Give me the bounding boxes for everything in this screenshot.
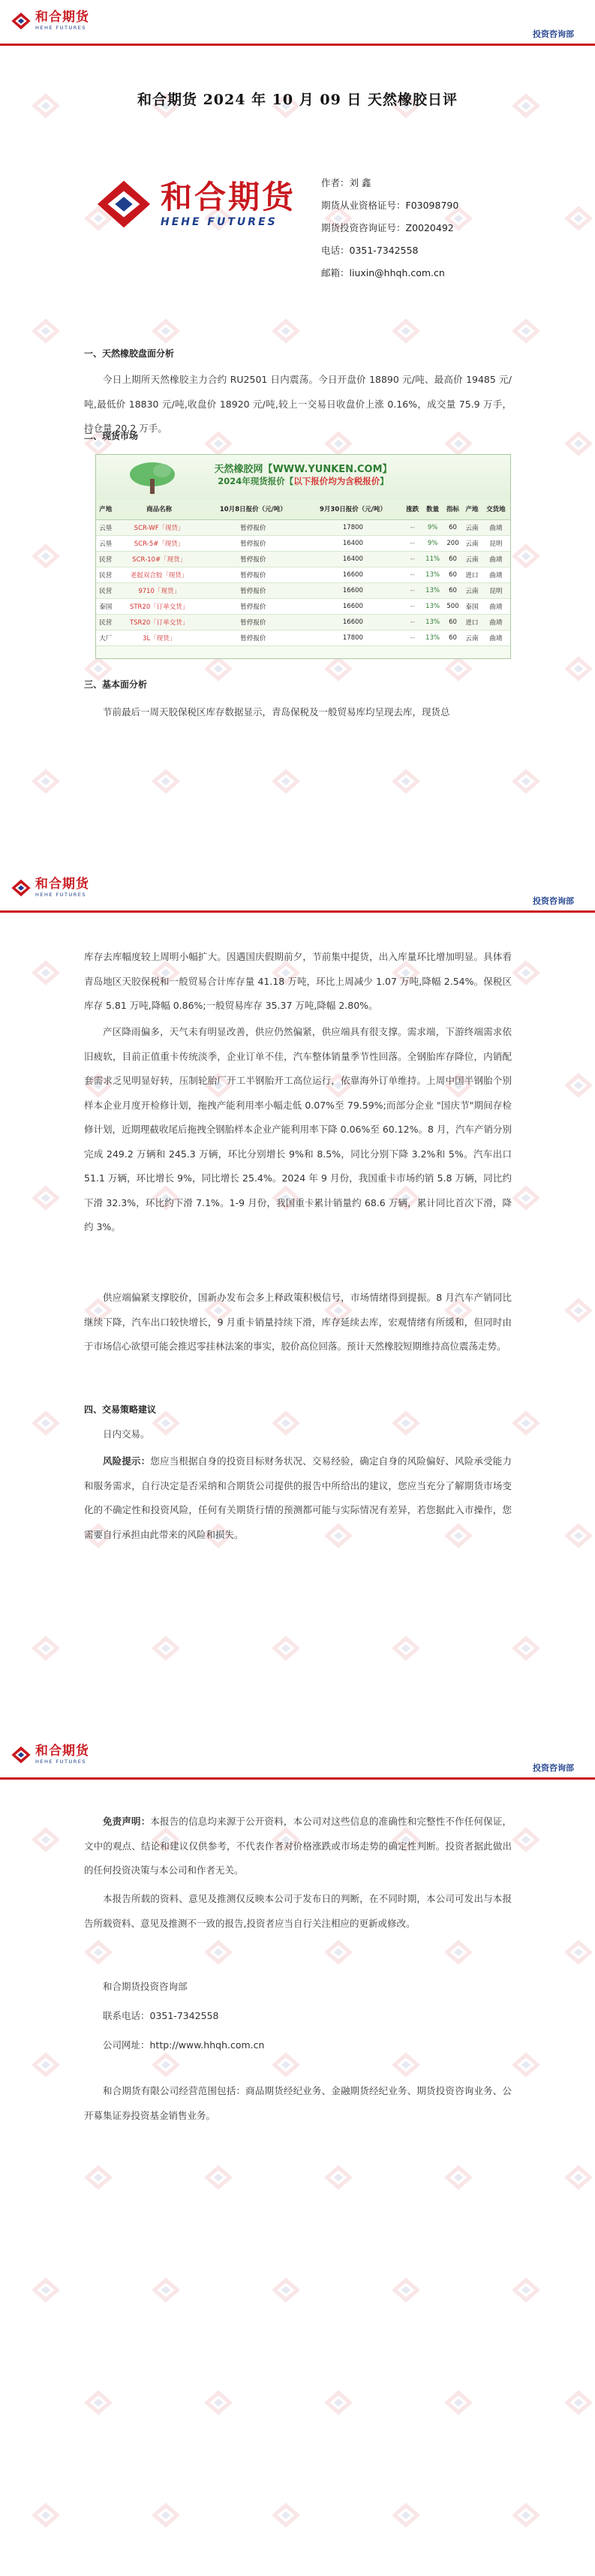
table-cell: 曲靖 (482, 567, 510, 582)
table-cell: 60 (443, 519, 462, 535)
page-header (0, 0, 595, 47)
risk-warning (84, 1449, 512, 1547)
table-cell: TSR20「订单交货」 (115, 614, 203, 630)
watermark-logo-icon (30, 766, 62, 797)
table-cell: 60 (443, 630, 462, 646)
author-name: 作者：刘 鑫 (321, 177, 371, 188)
table-cell: 60 (443, 582, 462, 598)
table-cell: 60 (443, 614, 462, 630)
header-logo-en: HEHE FUTURES (35, 1759, 87, 1765)
watermark-logo-icon (30, 315, 62, 347)
watermark-logo-icon (203, 1937, 234, 1968)
watermark-logo-icon (510, 766, 542, 797)
watermark-logo-icon (270, 2499, 302, 2531)
watermark-logo-icon (390, 1633, 422, 1664)
author-email[interactable]: 邮箱：liuxin@hhqh.com.cn (321, 267, 445, 278)
section-1-title: 一、天然橡胶盘面分析 (84, 348, 175, 359)
watermark-logo-icon (323, 2162, 354, 2193)
watermark-logo-icon (150, 766, 182, 797)
table-cell: 暂停报价 (203, 551, 303, 567)
hehe-logo-icon (11, 1745, 32, 1765)
watermark-logo-icon (83, 2162, 114, 2193)
watermark-logo-icon (30, 2274, 62, 2306)
price-table (95, 454, 511, 659)
watermark-logo-icon (390, 315, 422, 347)
section-1-paragraph: 今日上期所天然橡胶主力合约 RU2501 日内震荡。今日开盘价 18890 元/吨、最高价 19485 元/吨,最低价 18830 元/吨,收盘价 18920 元/吨,较上一交易日收盘价上涨 0.16%，成交量 75.9 万手，持仓量 20.2 万手。 (84, 374, 512, 434)
table-cell: 13% (422, 582, 443, 598)
table-cell: 曲靖 (482, 614, 510, 630)
section-4-title: 四、交易策略建议 (84, 1404, 157, 1415)
table-header-cell: 涨跌 (403, 500, 422, 519)
table-cell: -- (403, 598, 422, 614)
watermark-logo-icon (30, 1407, 62, 1439)
table-cell: SCR-5#「现货」 (115, 535, 203, 551)
watermark-logo-icon (203, 2162, 234, 2193)
table-cell: 泰国 (462, 598, 481, 614)
table-row (96, 598, 510, 614)
header-rule (0, 910, 595, 913)
table-cell: -- (403, 519, 422, 535)
author-consult-license: 期货投资咨询证号：Z0020492 (321, 222, 454, 233)
table-row (96, 567, 510, 582)
page-1 (0, 0, 595, 842)
page-header (0, 1734, 595, 1780)
table-cell: 民营 (96, 582, 115, 598)
disclaimer-text: 本报告的信息均来源于公开资料，本公司对这些信息的准确性和完整性不作任何保证，文中的观点、结论和建议仅供参考，不代表作者对价格涨跌或市场走势的确定性判断。投资者据此做出的任何投资决策与本公司和作者无关。 (84, 1816, 512, 1876)
opinion-notice: 本报告所载的资料、意见及推测仅反映本公司于发布日的判断，在不同时期，本公司可发出与本报告所载资料、意见及推测不一致的报告,投资者应当自行关注相应的更新或修改。 (84, 1893, 512, 1929)
table-cell: 曲靖 (482, 630, 510, 646)
table-header-cell: 指标 (443, 500, 462, 519)
watermark-logo-icon (323, 1937, 354, 1968)
watermark-logo-icon (270, 1633, 302, 1664)
table-row (96, 519, 510, 535)
table-cell: 曲靖 (482, 551, 510, 567)
watermark-logo-icon (510, 2049, 542, 2081)
table-cell: -- (403, 614, 422, 630)
hehe-logo-icon (11, 11, 32, 31)
section-2-title: 二、现货市场 (84, 431, 139, 441)
section-3-paragraph-start: 节前最后一周天胶保税区库存数据显示，青岛保税及一般贸易库均呈现去库，现货总 (103, 706, 450, 718)
watermark-logo-icon (270, 2274, 302, 2306)
table-cell: 17800 (303, 519, 403, 535)
header-logo-cn: 和合期货 (35, 1744, 89, 1759)
watermark-logo-icon (510, 540, 542, 572)
watermark-logo-icon (510, 957, 542, 989)
company-website[interactable]: 公司网址：http://www.hhqh.com.cn (103, 2039, 265, 2051)
author-info (321, 177, 458, 290)
watermark-logo-icon (83, 1937, 114, 1968)
price-table-title: 天然橡胶网【WWW.YUNKEN.COM】 (214, 464, 392, 475)
table-cell: 9% (422, 519, 443, 535)
header-logo-cn: 和合期货 (35, 10, 89, 25)
table-cell: -- (403, 551, 422, 567)
table-header-cell: 9月30日报价（元/吨） (303, 500, 403, 519)
business-scope: 和合期货有限公司经营范围包括：商品期货经纪业务、金融期货经纪业务、期货投资咨询业务、公开募集证券投资基金销售业务。 (84, 2085, 512, 2121)
header-logo-en: HEHE FUTURES (35, 892, 87, 898)
watermark-logo-icon (150, 2274, 182, 2306)
watermark-logo-icon (203, 2387, 234, 2418)
price-table-subtitle (96, 475, 510, 487)
section-4-paragraph: 日内交易。 (103, 1428, 150, 1440)
table-cell: 昆明 (482, 582, 510, 598)
table-cell: 3L「现货」 (115, 630, 203, 646)
watermark-logo-icon (563, 1070, 594, 1101)
table-cell: 进口 (462, 567, 481, 582)
table-cell: SCR-10#「现货」 (115, 551, 203, 567)
section-3-paragraph-2: 产区降雨偏多，天气未有明显改善，供应仍然偏紧，供应端具有很支撑。需求端，下游终端需求依旧疲软，目前正值重卡传统淡季，企业订单不佳，汽车整体销量季节性回落。全钢胎库存降位，内销配套需求乏见明显好转，压制轮胎厂开工半钢胎开工高位运行，依靠海外订单维持。上周中国半钢胎个别样本企业月度开检修计划，拖拽产能利用率小幅走低 0.07%至 79.59%;而部分企业 "国庆节"期间存检修计划，近期理截收尾后拖拽全钢胎样本企业产能利用率下降 0.06%至 60.12%。8 月，汽车产销分别完成 249.2 万辆和 245.3 万辆，环比分别增长 9%和 8.5%，同比分别下降 3.2%和 5%。汽车出口 51.1 万辆，环比增长 9%，同比增长 25.4%。2024 年 9 月份，我国重卡市场约销 5.8 万辆，同比约下滑 32.3%，环比约下滑 7.1%。1-9 月份，我国重卡累计销量约 68.6 万辆，累计同比首次下滑，降约 3%。 (84, 1026, 512, 1232)
subtitle-post: 】 (380, 476, 389, 486)
header-logo (11, 11, 89, 31)
table-cell: 云垦 (96, 535, 115, 551)
table-header-cell: 数量 (422, 500, 443, 519)
table-cell: -- (403, 567, 422, 582)
table-body (96, 519, 510, 646)
watermark-logo-icon (150, 1633, 182, 1664)
table-cell: 老挝双合胶「现货」 (115, 567, 203, 582)
watermark-logo-icon (270, 766, 302, 797)
table-cell: 云南 (462, 630, 481, 646)
table-cell: 暂停报价 (203, 519, 303, 535)
page-2 (0, 867, 595, 1709)
table-cell: 13% (422, 598, 443, 614)
table-cell: 16400 (303, 535, 403, 551)
header-logo-en: HEHE FUTURES (35, 25, 87, 31)
watermark-logo-icon (563, 428, 594, 459)
watermark-logo-icon (30, 1182, 62, 1214)
page-gap (0, 1709, 595, 1734)
page-header (0, 867, 595, 913)
table-row (96, 614, 510, 630)
risk-warning-label: 风险提示： (103, 1455, 151, 1467)
watermark-logo-icon (563, 1937, 594, 1968)
table-cell: 进口 (462, 614, 481, 630)
table-cell: 60 (443, 551, 462, 567)
header-rule (0, 1777, 595, 1780)
header-dept: 投资咨询部 (533, 29, 574, 39)
watermark-logo-icon (150, 2499, 182, 2531)
disclaimer-label: 免责声明： (103, 1816, 151, 1827)
watermark-logo-icon (563, 2162, 594, 2193)
table-header-cell: 10月8日报价（元/吨） (203, 500, 303, 519)
section-3-paragraph-3: 供应端偏紧支撑胶价，国新办发布会多上释政策积极信号，市场情绪得到提振。8 月汽车产销同比继续下降，汽车出口较快增长，9 月重卡销量持续下滑，库存延续去库，宏观情绪有所缓和，但同时由于市场信心欲望可能会推迟零挂林法案的事实，胶价高位回落。预计天然橡胶短期维持高位震荡走势。 (84, 1292, 512, 1352)
page-title: 和合期货 2024 年 10 月 09 日 天然橡胶日评 (137, 92, 458, 108)
table-cell: 曲靖 (482, 598, 510, 614)
table-cell: 9710「现货」 (115, 582, 203, 598)
table-cell: 9% (422, 535, 443, 551)
watermark-logo-icon (510, 2274, 542, 2306)
watermark-logo-icon (443, 2162, 474, 2193)
table-cell: 200 (443, 535, 462, 551)
table-cell: -- (403, 630, 422, 646)
table-cell: 暂停报价 (203, 535, 303, 551)
watermark-logo-icon (563, 1295, 594, 1326)
watermark-logo-icon (150, 315, 182, 347)
watermark-logo-icon (30, 1633, 62, 1664)
subtitle-red: 以下报价均为含税报价 (293, 476, 380, 486)
watermark-logo-icon (30, 1824, 62, 1855)
table-cell: 曲靖 (482, 519, 510, 535)
table-cell: 60 (443, 567, 462, 582)
table-header-cell: 产地 (462, 500, 481, 519)
table-cell: 民营 (96, 614, 115, 630)
table-cell: 16600 (303, 614, 403, 630)
table-cell: 云南 (462, 551, 481, 567)
watermark-logo-icon (390, 2499, 422, 2531)
table-cell: 大厂 (96, 630, 115, 646)
watermark-logo-icon (510, 1407, 542, 1439)
table-header-row (96, 500, 510, 519)
watermark-logo-icon (83, 2387, 114, 2418)
table-cell: 16600 (303, 567, 403, 582)
hehe-logo-icon (11, 878, 32, 898)
table-cell: 云垦 (96, 519, 115, 535)
author-qualification: 期货从业资格证号：F03098790 (321, 200, 459, 211)
table-cell: 泰国 (96, 598, 115, 614)
section-3-title: 三、基本面分析 (84, 679, 148, 690)
table-header-cell: 产地 (96, 500, 115, 519)
watermark-logo-icon (443, 2387, 474, 2418)
table-cell: -- (403, 535, 422, 551)
author-phone: 电话：0351-7342558 (321, 245, 419, 256)
table-cell: 13% (422, 630, 443, 646)
table-cell: 16400 (303, 551, 403, 567)
table-cell: 暂停报价 (203, 630, 303, 646)
watermark-logo-icon (510, 315, 542, 347)
table-cell: 云南 (462, 535, 481, 551)
table-cell: 16600 (303, 598, 403, 614)
header-logo (11, 877, 89, 898)
contact-phone: 联系电话：0351-7342558 (103, 2010, 219, 2021)
cover-logo (95, 177, 296, 231)
table-cell: 13% (422, 567, 443, 582)
dept-name: 和合期货投资咨询部 (103, 1981, 188, 1992)
page-gap (0, 842, 595, 867)
header-logo (11, 1744, 89, 1765)
watermark-logo-icon (510, 2499, 542, 2531)
risk-warning-text: 您应当根据自身的投资目标财务状况、交易经验，确定自身的风险偏好、风险承受能力和服务需求，自行决定是否采纳和合期货公司提供的报告中所给出的建议，您应当充分了解期货市场变化的不确定性和投资风险，任何有关期货行情的预测都可能与实际情况有差异，若您据此入市操作，您需要自行承担由此带来的风险和损失。 (84, 1455, 512, 1540)
watermark-logo-icon (563, 203, 594, 234)
watermark-logo-icon (563, 2387, 594, 2418)
watermark-logo-icon (323, 2387, 354, 2418)
header-dept: 投资咨询部 (533, 1763, 574, 1773)
watermark-logo-icon (510, 1182, 542, 1214)
table-row (96, 551, 510, 567)
header-dept: 投资咨询部 (533, 896, 574, 906)
price-table-banner (96, 455, 510, 500)
price-table-grid (96, 500, 510, 646)
watermark-logo-icon (443, 1937, 474, 1968)
cover-logo-cn: 和合期货 (161, 179, 296, 215)
table-cell: 昆明 (482, 535, 510, 551)
table-cell: 民营 (96, 567, 115, 582)
table-cell: STR20「订单交货」 (115, 598, 203, 614)
cover-logo-en: HEHE FUTURES (161, 216, 278, 228)
watermark-logo-icon (390, 766, 422, 797)
page-3 (0, 1734, 595, 2576)
table-cell: 11% (422, 551, 443, 567)
table-cell: 民营 (96, 551, 115, 567)
hehe-logo-large-icon (95, 177, 153, 231)
table-header-cell: 交货地 (482, 500, 510, 519)
watermark-logo-icon (30, 540, 62, 572)
table-cell: -- (403, 582, 422, 598)
table-cell: 暂停报价 (203, 598, 303, 614)
table-cell: 16600 (303, 582, 403, 598)
watermark-logo-icon (30, 2049, 62, 2081)
table-cell: 云南 (462, 582, 481, 598)
subtitle-pre: 2024年现货报价【 (218, 476, 294, 486)
watermark-logo-icon (270, 315, 302, 347)
table-header-cell: 商品名称 (115, 500, 203, 519)
table-cell: 13% (422, 614, 443, 630)
table-cell: SCR-WF「现货」 (115, 519, 203, 535)
table-cell: 暂停报价 (203, 614, 303, 630)
watermark-logo-icon (510, 1633, 542, 1664)
table-cell: 17800 (303, 630, 403, 646)
table-row (96, 582, 510, 598)
header-logo-cn: 和合期货 (35, 877, 89, 892)
table-row (96, 535, 510, 551)
watermark-logo-icon (563, 1520, 594, 1551)
table-cell: 暂停报价 (203, 567, 303, 582)
table-cell: 500 (443, 598, 462, 614)
watermark-logo-icon (390, 2274, 422, 2306)
watermark-logo-icon (30, 2499, 62, 2531)
watermark-logo-icon (563, 653, 594, 685)
section-3-paragraph-cont: 库存去库幅度较上周明小幅扩大。因遇国庆假期前夕，节前集中提货，出入库量环比增加明显。具体看青岛地区天胶保税和一般贸易合计库存量 41.18 万吨，环比上周减少 1.07 万吨,降幅 2.54%。保税区库存 5.81 万吨,降幅 0.86%;一般贸易库存 35.37 万吨,降幅 2.80%。 (84, 951, 512, 1011)
header-rule (0, 44, 595, 46)
watermark-logo-icon (30, 957, 62, 989)
table-row (96, 630, 510, 646)
table-cell: 暂停报价 (203, 582, 303, 598)
watermark-logo-icon (510, 1824, 542, 1855)
table-cell: 云南 (462, 519, 481, 535)
disclaimer (84, 1810, 512, 1883)
